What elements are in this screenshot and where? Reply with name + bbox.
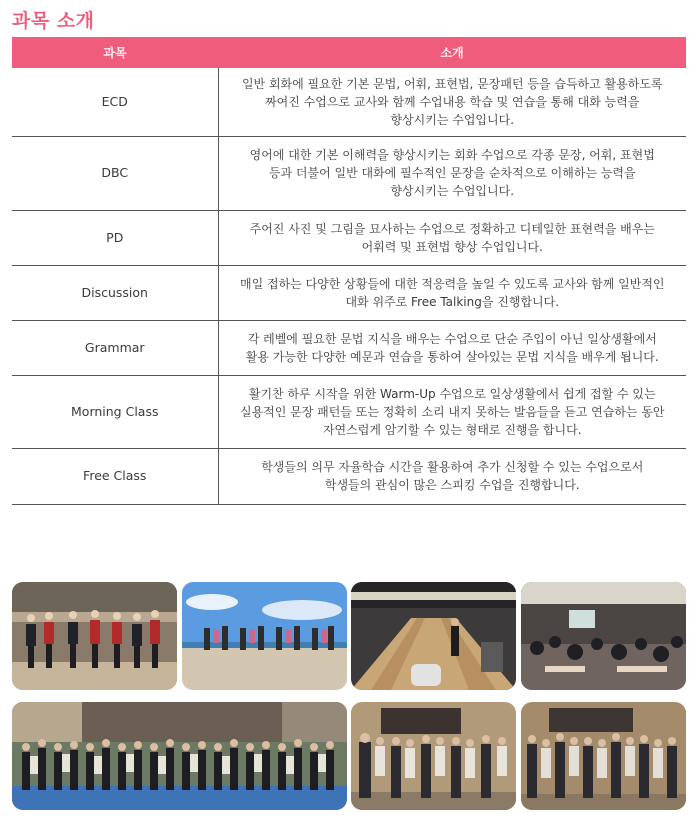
course-description (218, 375, 686, 448)
table-row (12, 265, 686, 320)
course-table (12, 37, 686, 505)
table-header-row (12, 37, 686, 68)
description-line: 일반 회화에 필요한 기본 문법, 어휘, 표현법, 문장패턴 등을 습득하고 활용하도록 (241, 76, 663, 91)
table-row (12, 448, 686, 504)
description-line: 향상시키는 수업입니다. (390, 112, 515, 127)
course-name: Grammar (12, 320, 218, 375)
course-description (218, 210, 686, 265)
table-row (12, 68, 686, 136)
page-title: 과목 소개 (12, 10, 95, 32)
table-row (12, 136, 686, 210)
table-row (12, 375, 686, 448)
course-name: ECD (12, 68, 218, 136)
course-description (218, 68, 686, 136)
description-line: 활기찬 하루 시작을 위한 Warm-Up 수업으로 일상생활에서 쉽게 접할 수 있는 (248, 386, 656, 401)
course-name: Morning Class (12, 375, 218, 448)
photo-beach-group (182, 582, 347, 690)
photo-bowling-alley (351, 582, 516, 690)
description-line: 등과 더불어 일반 대화에 필수적인 문장을 순차적으로 이해하는 능력을 (268, 166, 636, 180)
photo-basketball-team (12, 582, 177, 690)
description-line: 향상시키는 수업입니다. (390, 184, 515, 198)
course-name: Discussion (12, 265, 218, 320)
description-line: 짜여진 수업으로 교사와 함께 수업내용 학습 및 연습을 통해 대화 능력을 (265, 94, 640, 109)
table-row (12, 320, 686, 375)
description-line: 대화 위주로 Free Talking을 진행합니다. (345, 294, 560, 309)
course-name: Free Class (12, 448, 218, 504)
description-line: 활용 가능한 다양한 예문과 연습을 통하여 살아있는 문법 지식을 배우게 됩니다. (245, 349, 659, 364)
course-description (218, 136, 686, 210)
header-intro: 소개 (218, 37, 686, 68)
description-line: 학생들의 관심이 많은 스피킹 수업을 진행합니다. (324, 478, 580, 492)
description-line: 영어에 대한 기본 이해력을 향상시키는 회화 수업으로 각종 문장, 어휘, 표현법 (249, 148, 655, 162)
table-row (12, 210, 686, 265)
course-name: DBC (12, 136, 218, 210)
course-description (218, 265, 686, 320)
description-line: 어휘력 및 표현법 향상 수업입니다. (361, 239, 543, 254)
description-line: 각 레벨에 필요한 문법 지식을 배우는 수업으로 단순 주입이 아닌 일상생활에서 (247, 331, 657, 346)
photo-hall-group (521, 702, 686, 810)
course-name: PD (12, 210, 218, 265)
description-line: 실용적인 문장 패턴들 또는 정확히 소리 내지 못하는 발음들을 듣고 연습하는 동안 (240, 404, 665, 419)
course-description (218, 448, 686, 504)
description-line: 자연스럽게 암기할 수 있는 형태로 진행을 합니다. (322, 422, 582, 437)
photo-gallery (12, 582, 686, 810)
course-description (218, 320, 686, 375)
photo-lobby-group (351, 702, 516, 810)
header-course: 과목 (12, 37, 218, 68)
description-line: 주어진 사진 및 그림을 묘사하는 수업으로 정확하고 디테일한 표현력을 배우는 (249, 221, 655, 236)
description-line: 학생들의 의무 자율학습 시간을 활용하여 추가 신청할 수 있는 수업으로서 (261, 460, 644, 474)
photo-large-group (12, 702, 347, 810)
description-line: 매일 접하는 다양한 상황들에 대한 적응력을 높일 수 있도록 교사와 함께 일반적인 (240, 276, 665, 291)
photo-dining-hall (521, 582, 686, 690)
